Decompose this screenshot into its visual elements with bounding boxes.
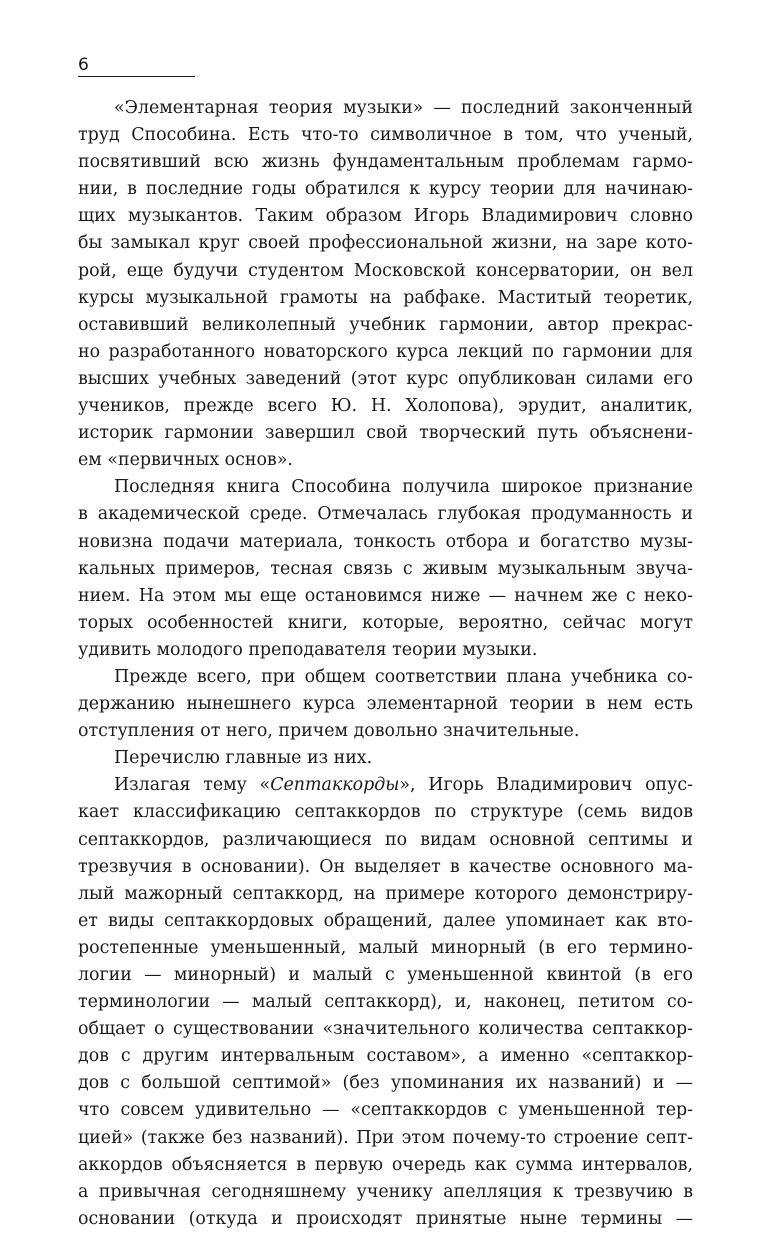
text-line: в академической среде. Отмечалась глубокая продуманность и <box>78 504 693 525</box>
text-line: логии — минорный) и малый с уменьшенной квинтой (в его <box>78 965 693 985</box>
text-line: учеников, прежде всего Ю. Н. Холопова), эрудит, аналитик, <box>78 396 693 417</box>
text-line: нии, в последние годы обратился к курсу теории для начинаю- <box>78 179 693 200</box>
text-line: высших учебных заведений (этот курс опубликован силами его <box>78 368 693 389</box>
italic-term: Септаккорды <box>270 775 400 796</box>
text-line: терминологии — малый септаккорд), и, наконец, петитом со- <box>78 992 693 1013</box>
text-line: что совсем удивительно — «септаккордов с уменьшенной тер- <box>78 1100 693 1121</box>
text-line: оставивший великолепный учебник гармонии, автор прекрас- <box>78 314 693 335</box>
text-line: общает о существовании «значительного количества септаккор- <box>78 1019 693 1040</box>
text-line: Перечислю главные из них. <box>114 748 373 769</box>
text-line: новизна подачи материала, тонкость отбора и богатство музы- <box>78 531 693 552</box>
text-line: «Элементарная теория музыки» — последний законченный <box>114 98 693 118</box>
text-line: историк гармонии завершил свой творческий путь объяснени- <box>78 423 693 444</box>
text-line: труд Способина. Есть что-то символичное в том, что ученый, <box>78 125 693 146</box>
text-line <box>78 772 693 799</box>
text-line: а привычная сегодняшнему ученику апелляция к трезвучию в <box>78 1181 693 1202</box>
text-line: удивить молодого преподавателя теории музыки. <box>78 639 538 660</box>
text-line: кает классификацию септаккордов по структуре (семь видов <box>78 802 693 823</box>
text-line: щих музыкантов. Таким образом Игорь Владимирович словно <box>78 206 693 227</box>
text-line: трезвучия в основании). Он выделяет в качестве основного ма- <box>78 856 693 877</box>
text-line: лый мажорный септаккорд, на примере которого демонстриру- <box>78 883 693 904</box>
text-line: нием. На этом мы еще остановимся ниже — начнем же с неко- <box>78 585 693 606</box>
text-segment: », Игорь Владимирович опус- <box>399 775 693 796</box>
text-line: рой, еще будучи студентом Московской консерватории, он вел <box>78 260 693 281</box>
text-line: Прежде всего, при общем соответствии плана учебника со- <box>114 666 693 687</box>
text-line: посвятивший всю жизнь фундаментальным проблемам гармо- <box>78 152 693 173</box>
text-line: но разработанного новаторского курса лекций по гармонии для <box>78 341 693 362</box>
text-line: септаккордов, различающиеся по видам основной септимы и <box>78 829 693 850</box>
text-line: основании (откуда и происходят принятые ныне термины — <box>78 1208 693 1229</box>
text-line: бы замыкал круг своей профессиональной жизни, на заре кото- <box>78 233 693 254</box>
text-line: дов с другим интервальным составом», а именно «септаккор- <box>78 1046 693 1067</box>
text-line: цией» (также без названий). При этом почему-то строение септ- <box>78 1127 693 1148</box>
text-line: держанию нынешнего курса элементарной теории в нем есть <box>78 694 693 715</box>
text-line: аккордов объясняется в первую очередь как сумма интервалов, <box>78 1154 693 1175</box>
text-line: отступления от него, причем довольно значительные. <box>78 721 580 742</box>
header-rule <box>78 76 195 77</box>
text-line: ростепенные уменьшенный, малый минорный (в его термино- <box>78 937 693 958</box>
text-line: Последняя книга Способина получила широкое признание <box>114 477 693 498</box>
text-line: ет виды септаккордовых обращений, далее упоминает как вто- <box>78 910 693 931</box>
page-number: 6 <box>78 55 89 75</box>
text-line: торых особенностей книги, которые, вероятно, сейчас могут <box>78 612 693 633</box>
text-line: дов с большой септимой» (без упоминания их названий) и — <box>78 1073 693 1094</box>
text-line: ем «первичных основ». <box>78 450 293 471</box>
text-line: кальных примеров, тесная связь с живым музыкальным звуча- <box>78 558 693 579</box>
text-segment: Излагая тему « <box>114 775 271 796</box>
text-line: курсы музыкальной грамоты на рабфаке. Маститый теоретик, <box>78 287 693 308</box>
body-text <box>78 95 693 1233</box>
